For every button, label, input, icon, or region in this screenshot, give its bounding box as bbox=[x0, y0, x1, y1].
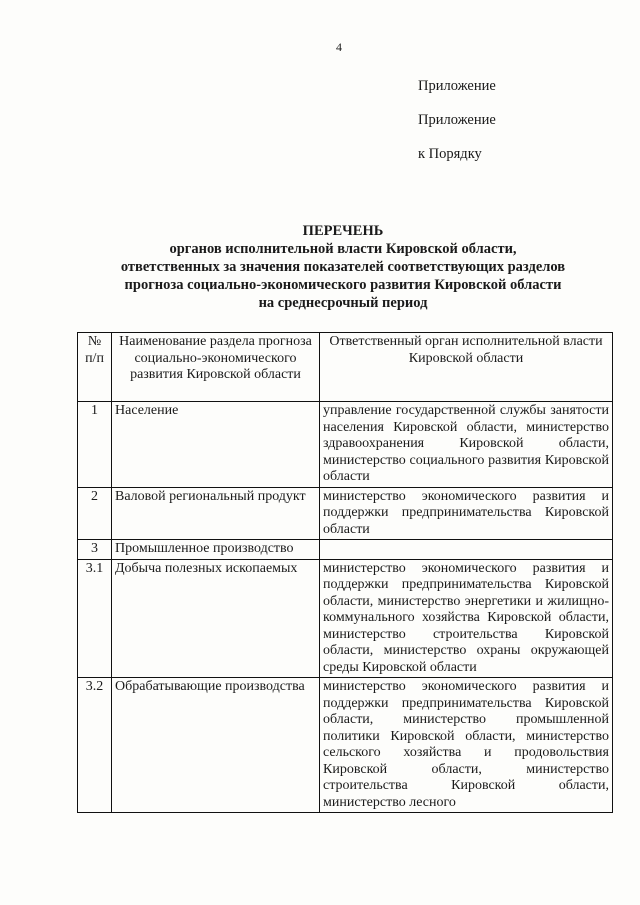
row-organ bbox=[320, 540, 613, 560]
appendix-line-3: к Порядку bbox=[418, 146, 482, 162]
table-row bbox=[78, 402, 613, 488]
table-row bbox=[78, 678, 613, 813]
document-title bbox=[0, 222, 640, 312]
row-section: Обрабатывающие производства bbox=[112, 678, 320, 813]
title-line-5: на среднесрочный период bbox=[258, 295, 428, 311]
title-line-2: органов исполнительной власти Кировской области, bbox=[169, 241, 517, 257]
page-number: 4 bbox=[336, 40, 342, 54]
row-section: Добыча полезных ископаемых bbox=[112, 559, 320, 678]
row-organ: министерство экономического развития и поддержки предпринимательства Кировской области, министерство энергетики и жилищно-коммунального хозяйства Кировской области, министерство строительства Кировской области, министерство охраны окружающей среды Кировской области bbox=[320, 559, 613, 678]
row-organ: министерство экономического развития и поддержки предпринимательства Кировской области, министерство промышленной политики Кировской области, министерство сельского хозяйства и продовольствия Кировской области, министерство строительства Кировской области, министерство лесного bbox=[320, 678, 613, 813]
row-num: 3.1 bbox=[78, 559, 112, 678]
row-num: 1 bbox=[78, 402, 112, 488]
row-num: 2 bbox=[78, 487, 112, 540]
table-row bbox=[78, 540, 613, 560]
responsibility-table bbox=[77, 332, 613, 813]
appendix-line-2: Приложение bbox=[418, 112, 496, 128]
row-section: Промышленное производство bbox=[112, 540, 320, 560]
table-row bbox=[78, 487, 613, 540]
row-num: 3.2 bbox=[78, 678, 112, 813]
header-num: № п/п bbox=[78, 333, 112, 402]
table-header-row bbox=[78, 333, 613, 402]
appendix-line-1: Приложение bbox=[418, 78, 496, 94]
header-organ: Ответственный орган исполнительной власти Кировской области bbox=[320, 333, 613, 402]
title-line-1: ПЕРЕЧЕНЬ bbox=[302, 223, 384, 239]
row-section: Население bbox=[112, 402, 320, 488]
table-row bbox=[78, 559, 613, 678]
row-num: 3 bbox=[78, 540, 112, 560]
header-section: Наименование раздела прогноза социально-экономического развития Кировской области bbox=[112, 333, 320, 402]
title-line-3: ответственных за значения показателей соответствующих разделов bbox=[120, 259, 566, 275]
row-section: Валовой региональный продукт bbox=[112, 487, 320, 540]
title-line-4: прогноза социально-экономического развития Кировской области bbox=[124, 277, 562, 293]
row-organ: министерство экономического развития и поддержки предпринимательства Кировской области bbox=[320, 487, 613, 540]
row-organ: управление государственной службы занятости населения Кировской области, министерство здравоохранения Кировской области, министерство социального развития Кировской области bbox=[320, 402, 613, 488]
